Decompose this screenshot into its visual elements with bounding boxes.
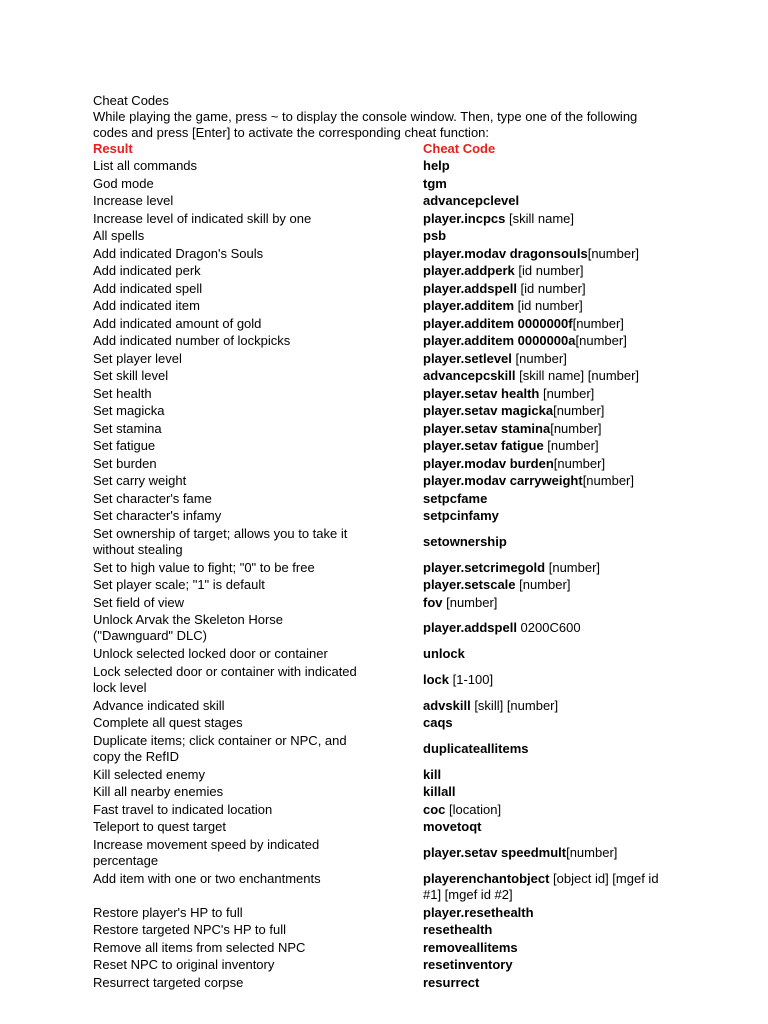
code-cell <box>423 871 693 903</box>
document-page <box>93 93 683 992</box>
code-cell <box>423 975 693 991</box>
cheat-command: player.setav magicka <box>423 403 554 418</box>
cheat-command: player.setav speedmult <box>423 844 567 860</box>
table-row <box>93 802 683 820</box>
code-cell <box>423 560 693 576</box>
cheat-command: coc <box>423 801 446 817</box>
cheat-arguments: [number] <box>566 844 618 860</box>
result-cell <box>93 871 413 887</box>
result-cell <box>93 298 413 314</box>
cheat-arguments: [number] <box>553 403 605 418</box>
cheat-command: player.modav carryweight <box>423 473 583 488</box>
cheat-command: player.additem <box>423 298 515 313</box>
result-cell <box>93 333 413 349</box>
result-cell <box>93 438 413 454</box>
code-cell <box>423 333 693 349</box>
table-row <box>93 871 683 905</box>
cheat-arguments: [number] <box>511 350 567 366</box>
result-text: Lock selected door or container with indicated <box>93 663 357 679</box>
code-cell <box>423 672 693 688</box>
result-text: Set field of view <box>93 594 185 610</box>
result-text: Remove all items from selected NPC <box>93 939 306 955</box>
cheat-command: fov <box>423 594 443 610</box>
cheat-arguments: [id number] <box>514 263 584 278</box>
table-row <box>93 211 683 229</box>
code-cell <box>423 193 693 209</box>
result-text: Add indicated Dragon's Souls <box>93 245 264 261</box>
code-cell <box>423 957 693 973</box>
result-cell <box>93 922 413 938</box>
code-cell <box>423 491 693 507</box>
code-cell <box>423 698 693 714</box>
result-text: Set ownership of target; allows you to take it <box>93 525 348 541</box>
cheat-arguments: [number] <box>572 315 624 331</box>
result-text: Restore player's HP to full <box>93 904 243 920</box>
result-text: Add indicated spell <box>93 280 203 296</box>
result-text: Add indicated number of lockpicks <box>93 333 291 348</box>
cheat-arguments: [skill name] [number] <box>515 368 640 383</box>
result-text: Kill selected enemy <box>93 766 205 782</box>
result-cell <box>93 176 413 192</box>
table-row <box>93 819 683 837</box>
cheat-command: caqs <box>423 715 453 730</box>
table-header <box>93 141 683 158</box>
code-cell <box>423 158 693 174</box>
result-text: All spells <box>93 228 145 243</box>
cheat-arguments: [number] <box>545 559 601 575</box>
cheat-arguments: [number] <box>575 333 627 348</box>
cheat-command: player.setav fatigue <box>423 438 544 453</box>
result-text: lock level <box>93 679 147 695</box>
table-row <box>93 491 683 509</box>
result-text: Advance indicated skill <box>93 697 225 713</box>
cheat-arguments: 0200C600 <box>516 620 581 635</box>
code-cell <box>423 403 693 419</box>
table-row <box>93 957 683 975</box>
code-cell <box>423 281 693 297</box>
code-cell <box>423 246 693 262</box>
table-row <box>93 456 683 474</box>
cheat-arguments: [skill name] <box>505 210 575 226</box>
result-text: Increase level <box>93 193 174 208</box>
result-text: copy the RefID <box>93 748 179 764</box>
result-cell <box>93 905 413 921</box>
table-row <box>93 940 683 958</box>
cheat-command: kill <box>423 766 442 782</box>
code-cell <box>423 922 693 938</box>
cheat-arguments: [number] <box>543 438 599 453</box>
cheat-command: player.modav burden <box>423 455 554 471</box>
result-text: Teleport to quest target <box>93 819 226 834</box>
table-row <box>93 508 683 526</box>
cheat-command: player.setlevel <box>423 350 512 366</box>
cheat-arguments: [1-100] <box>449 671 494 687</box>
code-cell <box>423 211 693 227</box>
result-cell <box>93 975 413 991</box>
result-cell <box>93 403 413 419</box>
code-cell <box>423 368 693 384</box>
code-cell <box>423 620 693 636</box>
doc-title: Cheat Codes <box>93 93 169 108</box>
table-row <box>93 176 683 194</box>
result-text: Reset NPC to original inventory <box>93 957 275 972</box>
code-cell <box>423 456 693 472</box>
cheat-arguments: [number] <box>587 245 640 261</box>
cheat-command: player.setav stamina <box>423 420 551 436</box>
table-row <box>93 421 683 439</box>
result-cell <box>93 837 413 869</box>
result-cell <box>93 211 413 227</box>
table-row <box>93 698 683 716</box>
code-cell <box>423 819 693 835</box>
table-row <box>93 263 683 281</box>
cheat-command: setpcinfamy <box>423 508 499 523</box>
table-row <box>93 905 683 923</box>
code-cell <box>423 767 693 783</box>
result-cell <box>93 577 413 593</box>
cheat-arguments: [number] <box>442 594 498 610</box>
result-cell <box>93 491 413 507</box>
result-cell <box>93 715 413 731</box>
result-cell <box>93 767 413 783</box>
cheat-command: player.modav dragonsouls <box>423 245 588 261</box>
intro-line-1: While playing the game, press ~ to display the console window. Then, type one of the following <box>93 109 638 124</box>
cheat-command: player.setcrimegold <box>423 559 546 575</box>
cheat-arguments-continued: #1] [mgef id #2] <box>423 886 513 902</box>
result-cell <box>93 246 413 262</box>
cheat-command: player.addperk <box>423 263 515 278</box>
cheat-arguments: [number] <box>582 473 634 488</box>
result-cell <box>93 316 413 332</box>
result-text: percentage <box>93 852 159 868</box>
cheat-arguments: [number] <box>539 385 595 401</box>
table-row <box>93 281 683 299</box>
result-cell <box>93 228 413 244</box>
table-row <box>93 646 683 664</box>
table-row <box>93 473 683 491</box>
cheat-command: movetoqt <box>423 819 482 834</box>
result-text: Unlock Arvak the Skeleton Horse <box>93 612 284 627</box>
table-row <box>93 298 683 316</box>
result-cell <box>93 386 413 402</box>
table-row <box>93 158 683 176</box>
result-text: Set to high value to fight; "0" to be free <box>93 559 315 575</box>
table-row <box>93 560 683 578</box>
result-cell <box>93 456 413 472</box>
code-cell <box>423 473 693 489</box>
cheat-arguments: [number] <box>515 577 571 592</box>
cheat-command: advancepcskill <box>423 368 516 383</box>
cheat-table <box>93 141 683 992</box>
result-text: Add indicated amount of gold <box>93 315 262 331</box>
table-row <box>93 228 683 246</box>
result-text: Add item with one or two enchantments <box>93 870 321 886</box>
code-cell <box>423 386 693 402</box>
result-text: Set magicka <box>93 403 165 418</box>
result-text: Increase movement speed by indicated <box>93 836 320 852</box>
code-cell <box>423 438 693 454</box>
result-cell <box>93 281 413 297</box>
result-cell <box>93 733 413 765</box>
intro-line-2: codes and press [Enter] to activate the corresponding cheat function: <box>93 125 490 140</box>
table-row <box>93 664 683 698</box>
result-text: List all commands <box>93 158 198 173</box>
cheat-command: setownership <box>423 533 507 549</box>
result-text: Complete all quest stages <box>93 715 243 730</box>
cheat-arguments: [id number] <box>516 280 586 296</box>
result-cell <box>93 351 413 367</box>
result-text: Set fatigue <box>93 438 156 453</box>
result-cell <box>93 421 413 437</box>
code-cell <box>423 905 693 921</box>
cheat-command: player.additem 0000000f <box>423 315 573 331</box>
code-cell <box>423 508 693 524</box>
table-row <box>93 577 683 595</box>
table-row <box>93 733 683 767</box>
code-cell <box>423 228 693 244</box>
cheat-command: player.additem 0000000a <box>423 333 576 348</box>
result-cell <box>93 595 413 611</box>
cheat-command: player.addspell <box>423 620 517 635</box>
table-row <box>93 784 683 802</box>
result-text: Set burden <box>93 455 157 471</box>
result-text: ("Dawnguard" DLC) <box>93 628 207 643</box>
cheat-command: killall <box>423 784 456 799</box>
result-text: Set player level <box>93 350 182 366</box>
code-cell <box>423 845 693 861</box>
cheat-command: resetinventory <box>423 957 513 972</box>
cheat-arguments: [id number] <box>514 298 583 313</box>
cheat-arguments: [number] <box>553 455 606 471</box>
cheat-command: playerenchantobject <box>423 870 550 886</box>
result-cell <box>93 819 413 835</box>
cheat-command: player.setav health <box>423 385 540 401</box>
table-row <box>93 403 683 421</box>
cheat-command: advskill <box>423 697 471 713</box>
result-cell <box>93 664 413 696</box>
cheat-command: player.addspell <box>423 280 517 296</box>
cheat-command: duplicateallitems <box>423 740 529 756</box>
cheat-command: lock <box>423 671 450 687</box>
cheat-command: psb <box>423 228 447 243</box>
result-cell <box>93 646 413 662</box>
table-row <box>93 246 683 264</box>
table-row <box>93 351 683 369</box>
code-cell <box>423 176 693 192</box>
header-result: Result <box>93 141 133 156</box>
code-cell <box>423 351 693 367</box>
result-cell <box>93 957 413 973</box>
table-row <box>93 193 683 211</box>
cheat-command: player.resethealth <box>423 904 534 920</box>
table-row <box>93 438 683 456</box>
result-text: Kill all nearby enemies <box>93 784 224 799</box>
header-cheat-code: Cheat Code <box>423 141 496 156</box>
cheat-command: tgm <box>423 175 447 191</box>
result-text: Set skill level <box>93 368 169 383</box>
code-cell <box>423 298 693 314</box>
code-cell <box>423 421 693 437</box>
result-cell <box>93 612 413 644</box>
table-row <box>93 612 683 646</box>
result-text: Add indicated perk <box>93 263 201 278</box>
result-text: Set character's infamy <box>93 508 222 523</box>
result-text: Unlock selected locked door or container <box>93 646 328 661</box>
result-text: Resurrect targeted corpse <box>93 974 244 990</box>
code-cell <box>423 940 693 956</box>
result-cell <box>93 508 413 524</box>
result-text: Set character's fame <box>93 490 212 506</box>
code-cell <box>423 534 693 550</box>
code-cell <box>423 316 693 332</box>
result-cell <box>93 193 413 209</box>
code-cell <box>423 263 693 279</box>
result-cell <box>93 560 413 576</box>
table-row <box>93 767 683 785</box>
cheat-command: removeallitems <box>423 939 518 955</box>
result-cell <box>93 263 413 279</box>
result-text: Duplicate items; click container or NPC, and <box>93 732 347 748</box>
result-text: Add indicated item <box>93 298 200 313</box>
table-row <box>93 595 683 613</box>
result-text: Restore targeted NPC's HP to full <box>93 922 286 937</box>
code-cell <box>423 784 693 800</box>
table-row <box>93 386 683 404</box>
result-text: Set player scale; "1" is default <box>93 577 265 592</box>
cheat-arguments: [location] <box>445 801 502 817</box>
result-cell <box>93 802 413 818</box>
cheat-command: resurrect <box>423 974 480 990</box>
result-text: Set health <box>93 385 152 401</box>
result-text: Fast travel to indicated location <box>93 801 273 817</box>
result-cell <box>93 158 413 174</box>
table-row <box>93 368 683 386</box>
table-row <box>93 837 683 871</box>
result-cell <box>93 526 413 558</box>
result-text: without stealing <box>93 541 183 557</box>
cheat-command: resethealth <box>423 922 493 937</box>
cheat-command: player.setscale <box>423 577 516 592</box>
code-cell <box>423 741 693 757</box>
table-row <box>93 922 683 940</box>
code-cell <box>423 646 693 662</box>
cheat-arguments: [object id] [mgef id <box>549 870 659 886</box>
cheat-command: setpcfame <box>423 490 488 506</box>
cheat-arguments: [number] <box>550 420 602 436</box>
table-row <box>93 715 683 733</box>
cheat-command: player.incpcs <box>423 210 506 226</box>
table-row <box>93 975 683 993</box>
result-cell <box>93 940 413 956</box>
code-cell <box>423 802 693 818</box>
cheat-command: help <box>423 158 450 173</box>
result-cell <box>93 368 413 384</box>
code-cell <box>423 577 693 593</box>
table-row <box>93 316 683 334</box>
code-cell <box>423 715 693 731</box>
result-cell <box>93 784 413 800</box>
result-text: Increase level of indicated skill by one <box>93 210 312 226</box>
cheat-command: unlock <box>423 646 465 661</box>
cheat-arguments: [skill] [number] <box>470 697 559 713</box>
result-text: Set stamina <box>93 420 162 436</box>
result-cell <box>93 473 413 489</box>
table-row <box>93 333 683 351</box>
code-cell <box>423 595 693 611</box>
result-text: Set carry weight <box>93 473 187 488</box>
result-text: God mode <box>93 175 154 191</box>
cheat-command: advancepclevel <box>423 193 520 208</box>
table-body <box>93 158 683 992</box>
table-row <box>93 526 683 560</box>
result-cell <box>93 698 413 714</box>
